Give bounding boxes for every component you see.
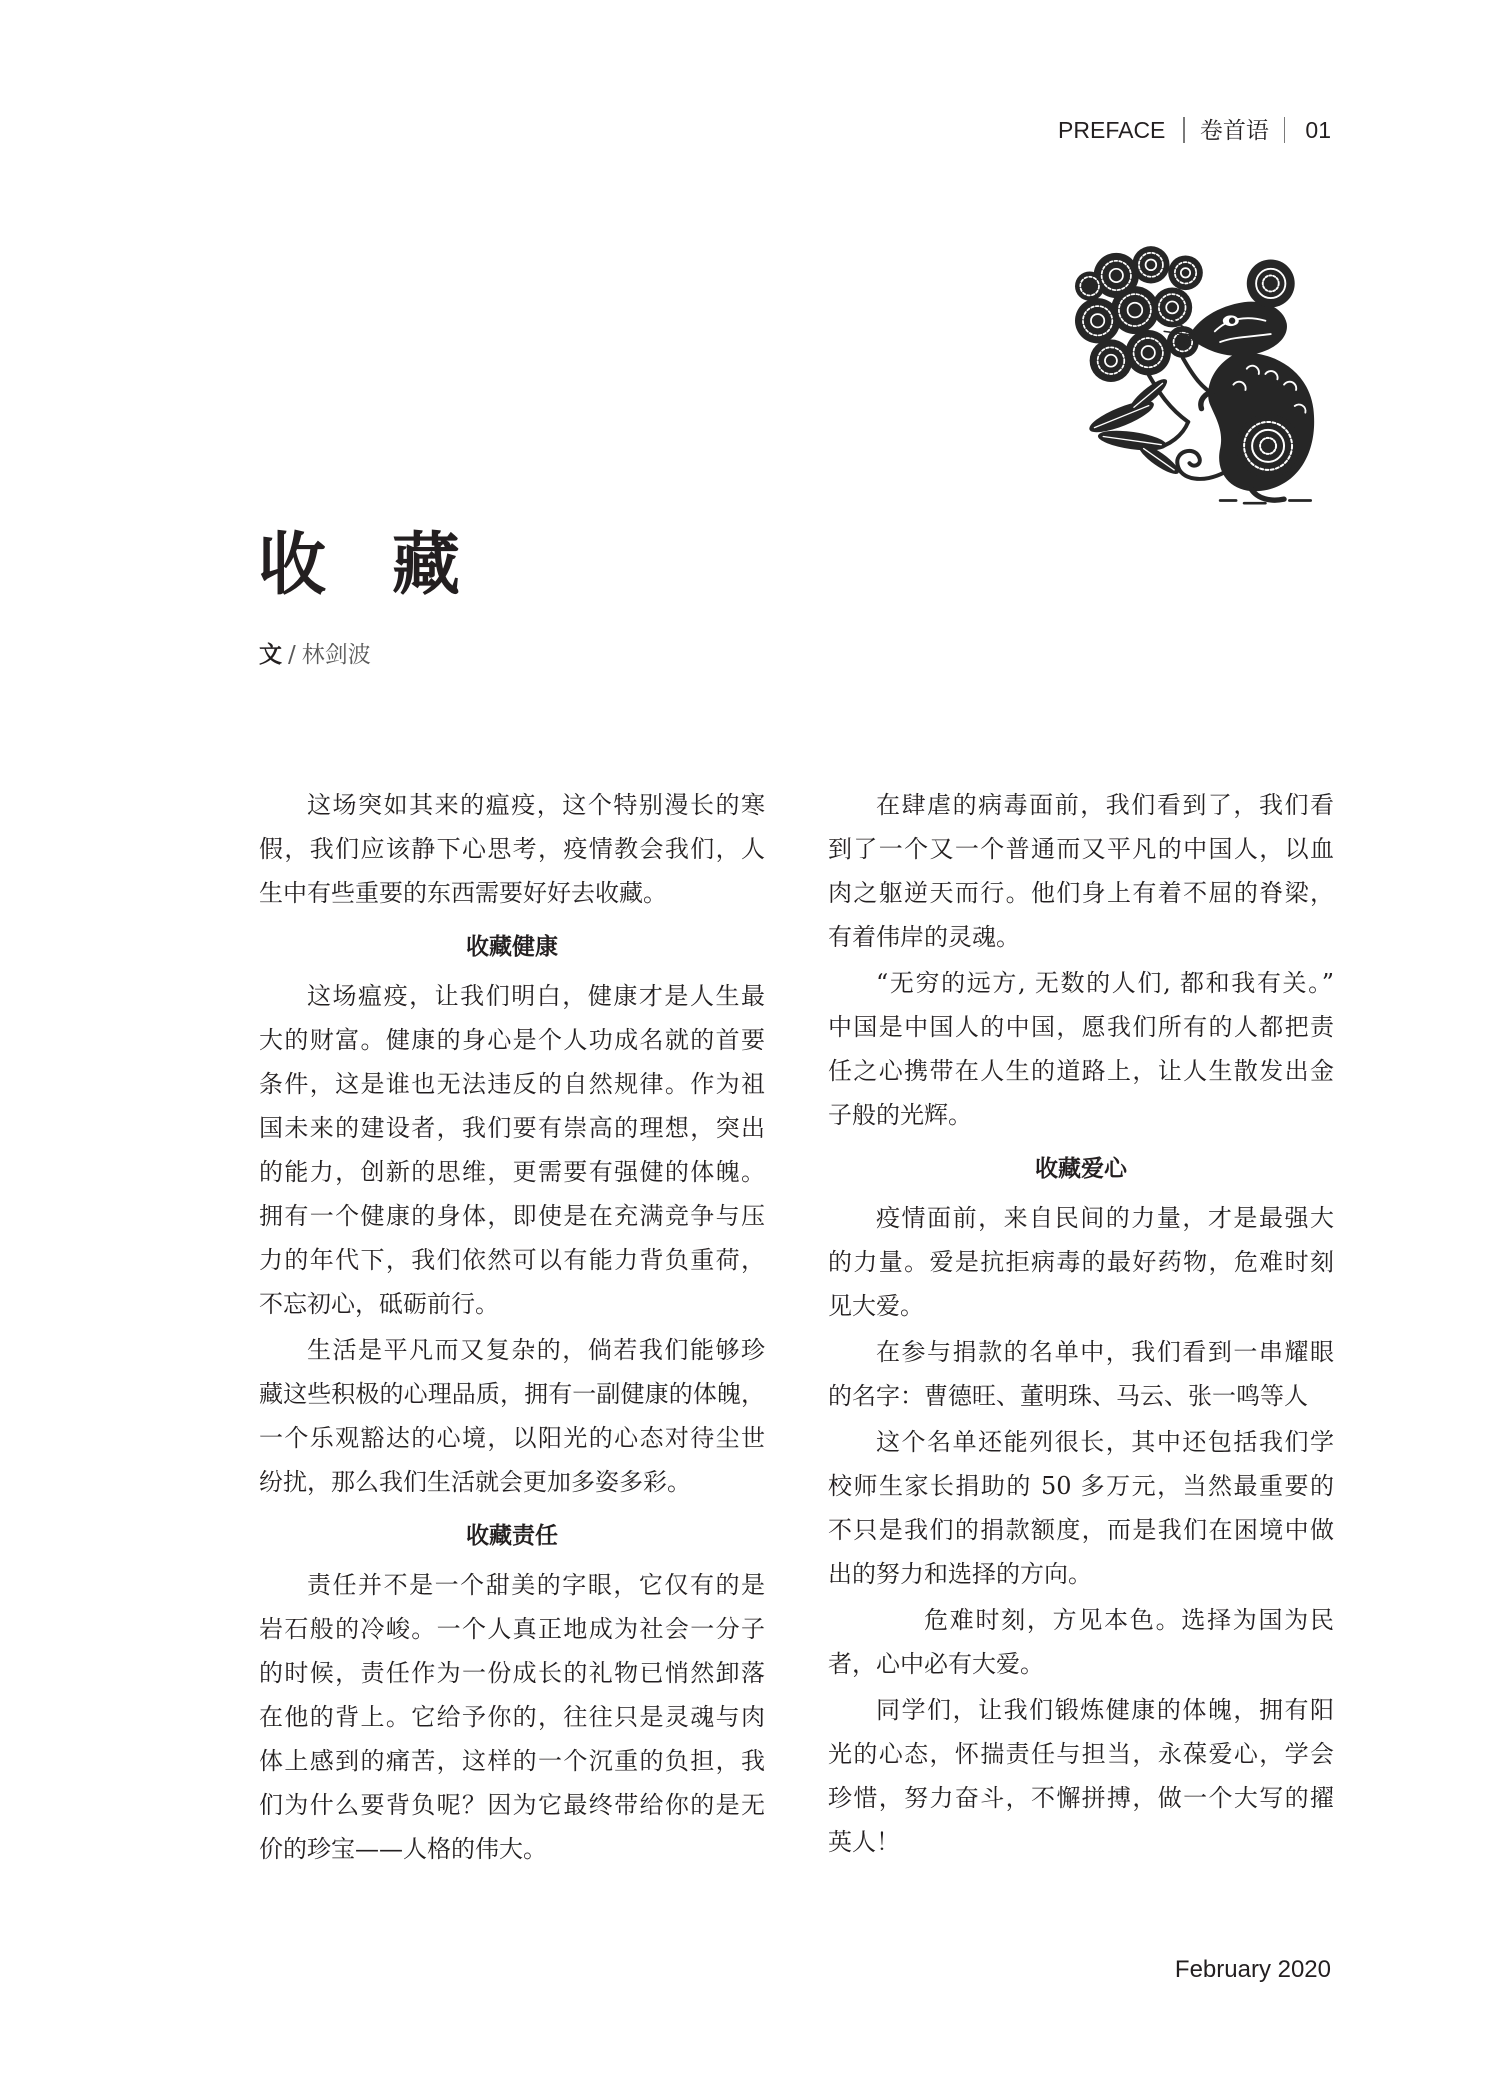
text-line: 一个乐观豁达的心境，以阳光的心态对待尘世	[259, 1424, 765, 1452]
text-line: 的名字：曹德旺、董明珠、马云、张一鸣等人	[828, 1382, 1308, 1410]
text-line: 危难时刻，方见本色。选择为国为民	[924, 1606, 1334, 1634]
section-label-en: PREFACE	[1058, 117, 1166, 143]
text-line: 国未来的建设者，我们要有崇高的理想，突出	[259, 1114, 765, 1142]
text-line: “无穷的远方, 无数的人们, 都和我有关。”	[876, 969, 1334, 997]
paragraph	[828, 1598, 1334, 1686]
section-heading: 收藏爱心	[1035, 1156, 1127, 1182]
text-line: 大的财富。健康的身心是个人功成名就的首要	[259, 1026, 765, 1054]
text-line: 疫情面前，来自民间的力量，才是最强大	[876, 1204, 1334, 1232]
text-line: 肉之躯逆天而行。他们身上有着不屈的脊梁，	[828, 879, 1334, 907]
paragraph	[828, 1330, 1334, 1418]
page-number: 01	[1305, 117, 1331, 143]
article-title: 收藏	[258, 526, 527, 605]
article-column-left	[259, 783, 765, 1871]
text-line: 这场突如其来的瘟疫，这个特别漫长的寒	[307, 791, 765, 819]
rat-papercut-icon	[1071, 246, 1324, 506]
text-line: 假，我们应该静下心思考，疫情教会我们，人	[259, 835, 765, 863]
paragraph	[828, 1420, 1334, 1596]
text-line: 的能力，创新的思维，更需要有强健的体魄。	[259, 1158, 765, 1186]
text-line: 到了一个又一个普通而又平凡的中国人，以血	[828, 835, 1334, 863]
paragraph	[259, 974, 765, 1326]
text-line: 者，心中必有大爱。	[828, 1650, 1044, 1678]
running-header	[1058, 115, 1331, 145]
text-line: 在肆虐的病毒面前，我们看到了，我们看	[876, 791, 1334, 819]
text-line: 力的年代下，我们依然可以有能力背负重荷，	[259, 1246, 765, 1274]
text-line: 校师生家长捐助的 50 多万元，当然最重要的	[828, 1472, 1334, 1500]
byline-label: 文	[259, 642, 282, 668]
text-line: 的力量。爱是抗拒病毒的最好药物，危难时刻	[828, 1248, 1334, 1276]
paragraph	[259, 783, 765, 915]
text-line: 体上感到的痛苦，这样的一个沉重的负担，我	[259, 1747, 765, 1775]
text-line: 生中有些重要的东西需要好好去收藏。	[259, 879, 667, 907]
header-divider	[1284, 117, 1286, 143]
author-name: 林剑波	[301, 642, 371, 668]
text-line: 价的珍宝——人格的伟大。	[259, 1835, 547, 1863]
text-line: 不只是我们的捐款额度，而是我们在困境中做	[828, 1516, 1334, 1544]
rat-eye	[1223, 315, 1239, 326]
text-line: 光的心态，怀揣责任与担当，永葆爱心，学会	[828, 1740, 1334, 1768]
text-line: 拥有一个健康的身体，即使是在充满竞争与压	[259, 1202, 765, 1230]
body-rosette	[1236, 414, 1300, 478]
issue-date: February 2020	[1174, 1956, 1331, 1983]
text-line: 的时候，责任作为一份成长的礼物已悄然卸落	[259, 1659, 765, 1687]
text-line: 有着伟岸的灵魂。	[828, 923, 1020, 951]
text-line: 任之心携带在人生的道路上，让人生散发出金	[828, 1057, 1334, 1085]
paragraph	[828, 961, 1334, 1137]
text-line: 岩石般的冷峻。一个人真正地成为社会一分子	[259, 1615, 765, 1643]
text-line: 条件，这是谁也无法违反的自然规律。作为祖	[259, 1070, 765, 1098]
paragraph	[259, 1563, 765, 1871]
text-line: 在参与捐款的名单中，我们看到一串耀眼	[876, 1338, 1334, 1366]
rat-tail	[1177, 451, 1224, 479]
text-line: 藏这些积极的心理品质，拥有一副健康的体魄，	[259, 1380, 765, 1408]
text-line: 见大爱。	[828, 1292, 924, 1320]
text-line: 出的努力和选择的方向。	[828, 1560, 1092, 1588]
section-label-cn: 卷首语	[1199, 117, 1269, 143]
section-heading: 收藏责任	[466, 1523, 558, 1549]
article-column-right	[828, 783, 1334, 1864]
paragraph	[828, 1196, 1334, 1328]
text-line: 这场瘟疫，让我们明白，健康才是人生最	[307, 982, 765, 1010]
header-divider	[1183, 117, 1185, 143]
text-line: 责任并不是一个甜美的字眼，它仅有的是	[307, 1571, 765, 1599]
paragraph	[828, 783, 1334, 959]
paragraph	[259, 1328, 765, 1504]
text-line: 们为什么要背负呢？因为它最终带给你的是无	[259, 1791, 765, 1819]
text-line: 这个名单还能列很长，其中还包括我们学	[876, 1428, 1334, 1456]
text-line: 生活是平凡而又复杂的，倘若我们能够珍	[307, 1336, 765, 1364]
text-line: 纷扰，那么我们生活就会更加多姿多彩。	[259, 1468, 691, 1496]
leaves	[1086, 375, 1182, 479]
byline-slash: /	[288, 642, 296, 668]
text-line: 中国是中国人的中国，愿我们所有的人都把责	[828, 1013, 1334, 1041]
text-line: 子般的光辉。	[828, 1101, 972, 1129]
text-line: 英人！	[828, 1828, 900, 1856]
text-line: 同学们，让我们锻炼健康的体魄，拥有阳	[876, 1696, 1334, 1724]
text-line: 在他的背上。它给予你的，往往只是灵魂与肉	[259, 1703, 765, 1731]
byline	[259, 640, 371, 670]
paragraph	[828, 1688, 1334, 1864]
section-heading: 收藏健康	[466, 934, 558, 960]
text-line: 珍惜，努力奋斗，不懈拼搏，做一个大写的擢	[828, 1784, 1334, 1812]
text-line: 不忘初心，砥砺前行。	[259, 1290, 499, 1318]
